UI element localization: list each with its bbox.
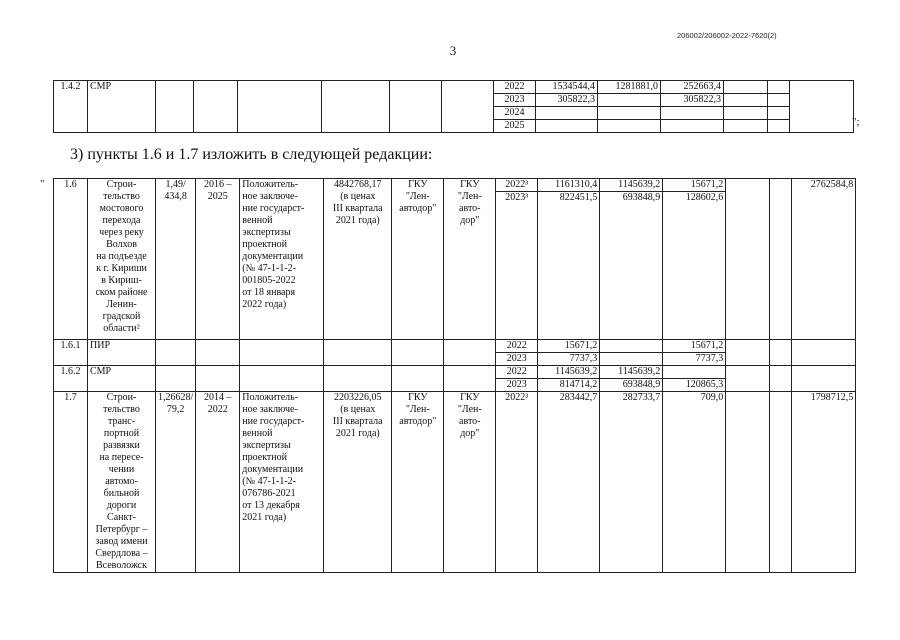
customer — [392, 392, 444, 573]
customer — [392, 179, 444, 340]
cell-line: перехода — [102, 215, 141, 226]
cell-line: Волхов — [106, 239, 137, 250]
table-row — [54, 366, 856, 379]
cell-line: 2021 года) — [335, 428, 380, 439]
table-row — [54, 340, 856, 353]
cell-line: транс- — [107, 416, 136, 427]
cell-line: 4842768,17 — [334, 179, 382, 190]
cell-line: области² — [103, 323, 140, 334]
year-cell: 2024 — [494, 107, 536, 120]
year-cell: 2022³ — [496, 392, 538, 573]
cell-line: ное заключе- — [242, 404, 298, 415]
cell-line: экспертизы — [242, 440, 291, 451]
cell-line: ГКУ — [460, 392, 480, 403]
row-number: 1.4.2 — [54, 81, 88, 133]
cell-line: завод имени — [95, 536, 148, 547]
table-row — [54, 81, 854, 94]
cell-line: 076786-2021 — [242, 488, 296, 499]
closing-quote: "; — [852, 116, 860, 128]
cell-line: проектной — [242, 452, 287, 463]
cell-line: дороги — [106, 500, 137, 511]
cell-line: автодор" — [399, 416, 437, 427]
page-number: 3 — [449, 43, 457, 58]
total-cell: 305822,3 — [536, 94, 598, 107]
cell-line: через реку — [99, 227, 144, 238]
value-cell — [598, 94, 661, 107]
row-number: 1.6.2 — [54, 366, 88, 392]
object-name: СМР — [88, 366, 156, 392]
cell-line: экспертизы — [242, 227, 291, 238]
value-cell: 1145639,2 — [600, 366, 663, 379]
projects-table — [53, 178, 856, 573]
cell-line: 1,26628/ — [158, 392, 194, 403]
cell-line: портной — [103, 428, 140, 439]
cell-line: венной — [242, 215, 273, 226]
table-row — [54, 392, 856, 573]
object-name — [88, 179, 156, 340]
total-cell: 814714,2 — [538, 379, 600, 392]
cell-line: (в ценах — [340, 191, 376, 202]
row-name: СМР — [88, 81, 156, 133]
cell-line: градской — [102, 311, 141, 322]
remaining-cost: 1798712,5 — [792, 392, 856, 573]
previous-table — [53, 80, 854, 133]
value-cell: 7737,3 — [663, 353, 726, 366]
row-number: 1.6 — [54, 179, 88, 340]
developer — [444, 179, 496, 340]
cell-line: документации — [242, 464, 304, 475]
year-cell: 2023³ — [496, 192, 538, 340]
total-cell: 15671,2 — [538, 340, 600, 353]
cell-line: (№ 47-1-1-2- — [242, 476, 296, 487]
cell-line: в Кириш- — [101, 275, 142, 286]
value-cell: 128602,6 — [663, 192, 726, 340]
cell-line: 2022 — [207, 404, 228, 415]
cell-line: автодор" — [399, 203, 437, 214]
cell-line: на пересе- — [99, 452, 144, 463]
cell-line: (в ценах — [340, 404, 376, 415]
year-cell: 2023 — [496, 353, 538, 366]
year-cell: 2022 — [494, 81, 536, 94]
cell-line: Строи- — [106, 392, 137, 403]
period — [196, 179, 240, 340]
cell-line: Строи- — [106, 179, 137, 190]
cell-line: ГКУ — [460, 179, 480, 190]
value-cell: 693848,9 — [600, 192, 663, 340]
approval-document — [240, 392, 324, 573]
value-cell: 1281881,0 — [598, 81, 661, 94]
total-cell: 283442,7 — [538, 392, 600, 573]
document-number: 206002/206002-2022-7620(2) — [677, 31, 777, 40]
cell-line: (№ 47-1-1-2- — [242, 263, 296, 274]
year-cell: 2022 — [496, 340, 538, 353]
cell-line: 2021 года) — [242, 512, 287, 523]
cell-line: проектной — [242, 239, 287, 250]
value-cell: 1145639,2 — [600, 179, 663, 192]
capacity — [156, 392, 196, 573]
value-cell: 305822,3 — [661, 94, 724, 107]
cell-line: мостового — [99, 203, 144, 214]
cell-line: "Лен- — [405, 191, 430, 202]
cell-line: от 18 января — [242, 287, 296, 298]
cell-line: венной — [242, 428, 273, 439]
cell-line: документации — [242, 251, 304, 262]
estimated-cost — [324, 179, 392, 340]
period — [196, 392, 240, 573]
year-cell: 2023 — [496, 379, 538, 392]
value-cell: 252663,4 — [661, 81, 724, 94]
cell-line: Ленин- — [106, 299, 137, 310]
row-number: 1.7 — [54, 392, 88, 573]
total-cell: 7737,3 — [538, 353, 600, 366]
total-cell: 1145639,2 — [538, 366, 600, 379]
cell-line: 2016 – — [204, 179, 232, 190]
cell-line: ное заключе- — [242, 191, 298, 202]
cell-line: авто- — [459, 416, 481, 427]
developer — [444, 392, 496, 573]
total-cell: 1534544,4 — [536, 81, 598, 94]
year-cell: 2025 — [494, 120, 536, 133]
capacity — [156, 179, 196, 340]
cell-line: 2203226,05 — [334, 392, 382, 403]
cell-line: Свердлова – — [95, 548, 148, 559]
cell-line: "Лен- — [405, 404, 430, 415]
value-cell: 282733,7 — [600, 392, 663, 573]
cell-line: ние государст- — [242, 416, 305, 427]
approval-document — [240, 179, 324, 340]
object-name: ПИР — [88, 340, 156, 366]
cell-line: Положитель- — [242, 179, 299, 190]
cell-line: Положитель- — [242, 392, 299, 403]
cell-line: Петербург – — [95, 524, 148, 535]
cell-line: 001805-2022 — [242, 275, 296, 286]
cell-line: 2022 года) — [242, 299, 287, 310]
cell-line: ние государст- — [242, 203, 305, 214]
cell-line: 1,49/ — [165, 179, 186, 190]
value-cell: 709,0 — [663, 392, 726, 573]
total-cell: 1161310,4 — [538, 179, 600, 192]
cell-line: чении — [108, 464, 135, 475]
cell-line: III квартала — [332, 203, 383, 214]
cell-line: развязки — [103, 440, 140, 451]
cell-line: "Лен- — [457, 404, 482, 415]
cell-line: дор" — [460, 428, 480, 439]
cell-line: ГКУ — [408, 392, 428, 403]
cell-line: 79,2 — [166, 404, 185, 415]
cell-line: авто- — [459, 203, 481, 214]
value-cell: 15671,2 — [663, 179, 726, 192]
cell-line: автомо- — [105, 476, 138, 487]
year-cell: 2023 — [494, 94, 536, 107]
value-cell: 120865,3 — [663, 379, 726, 392]
cell-line: бильной — [103, 488, 140, 499]
cell-line: Всеволожск — [96, 560, 147, 571]
year-cell: 2022 — [496, 366, 538, 379]
cell-line: "Лен- — [457, 191, 482, 202]
table-row — [54, 179, 856, 192]
section-heading: 3) пункты 1.6 и 1.7 изложить в следующей редакции: — [70, 146, 433, 163]
cell-line: 434,8 — [164, 191, 187, 202]
total-cell: 822451,5 — [538, 192, 600, 340]
cell-line: ГКУ — [408, 179, 428, 190]
cell-line: от 13 декабря — [242, 500, 300, 511]
remaining-cost: 2762584,8 — [792, 179, 856, 340]
opening-quote: " — [40, 178, 45, 190]
cell-line: Санкт- — [107, 512, 136, 523]
cell-line: на подъезде — [96, 251, 147, 262]
cell-line: тельство — [103, 404, 140, 415]
cell-line: тельство — [103, 191, 140, 202]
cell-line: III квартала — [332, 416, 383, 427]
estimated-cost — [324, 392, 392, 573]
cell-line: 2014 – — [204, 392, 232, 403]
cell-line: ском районе — [95, 287, 148, 298]
cell-line: 2021 года) — [335, 215, 380, 226]
value-cell: 15671,2 — [663, 340, 726, 353]
cell-line: 2025 — [207, 191, 228, 202]
year-cell: 2022³ — [496, 179, 538, 192]
cell-line: к г. Кириши — [96, 263, 147, 274]
object-name — [88, 392, 156, 573]
row-number: 1.6.1 — [54, 340, 88, 366]
cell-line: дор" — [460, 215, 480, 226]
value-cell: 693848,9 — [600, 379, 663, 392]
